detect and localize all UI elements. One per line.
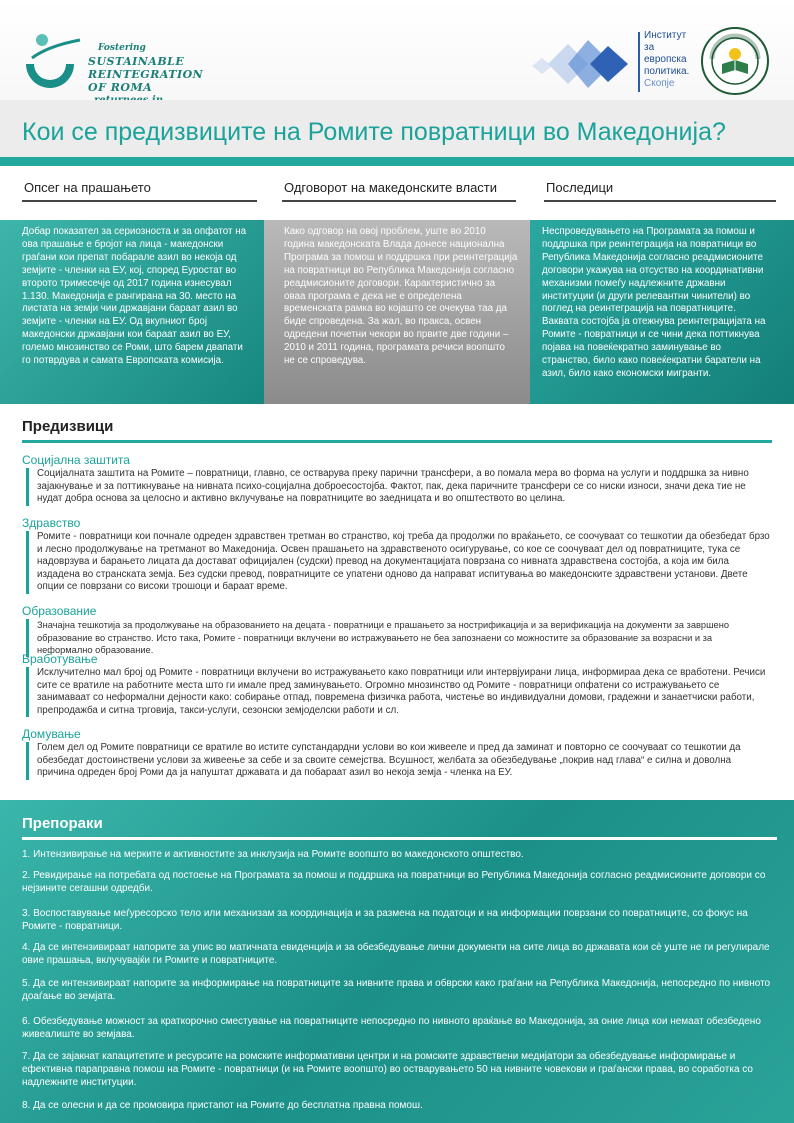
column-heading-line xyxy=(544,200,776,202)
institute-line-5: Скопје xyxy=(644,78,675,89)
challenges-rule xyxy=(22,440,772,443)
fostering-roma-logo xyxy=(18,28,208,108)
recommendations-title: Препораки xyxy=(22,815,103,832)
challenge-education-title: Образование xyxy=(22,604,97,618)
challenge-health-title: Здравство xyxy=(22,516,81,530)
column-heading-line xyxy=(22,200,257,202)
institute-divider xyxy=(638,32,640,92)
recommendation-item: 7. Да се зајакнат капацитетите и ресурсите на ромските информативни центри и на ромските здравствени медијатори за обезбедување информирање и ефективна параправна помош на Ромите - повратници (и на Ромите воопшто) во остварувањето 50 на нивните човекови и граѓански права, во соработка со надлежните институции. xyxy=(22,1051,753,1088)
recommendation-item: 1. Интензивирање на мерките и активностите за инклузија на Ромите воопшто во македонското општество. xyxy=(22,849,524,860)
recommendations-rule xyxy=(22,837,777,840)
challenge-social-title: Социјална заштита xyxy=(22,453,130,467)
column-text-scope: Добар показател за сериозноста и за опфатот на ова прашање е бројот на лица - македонски граѓани кои препат побарале азил во некоја од земјите - членки на ЕУ, кој, според Еуростат во второто тримесечје од 2017 година изнесувал 1.130. Македонија е рангирана на 30. место на листата на земји чии државјани бараат азил во земјите - членки на ЕУ. Од вкупниот број македонски државјани кои бараат азил во ЕУ, големо мнозинство се Роми, што барем двапати го потврдува и самата Европската комисија. xyxy=(0,220,264,404)
column-heading-response: Одговорот на македонските власти xyxy=(284,180,498,195)
challenge-employment-text: Исклучително мал број од Ромите - повратници вклучени во истражувањето како повратници или интервјуирани лица, информираа дека се вработени. Речиси сите се вратиле на работните места што ги имале пред заминувањето. Огромно мнозинство од Ромите - повратници опфатени со истражувањето се занимаваат со неформални дејности како: собирање отпад, повремена физичка работа, чистење во индивидуални домови, градежни и занаетчиски работи, препродажба и ситна трговија, такси-услуги, сезонски земјоделски работи и сл. xyxy=(26,667,770,717)
challenges-title: Предизвици xyxy=(22,418,114,435)
recommendation-item: 3. Воспоставување меѓуресорско тело или механизам за координација и за размена на податоци и на информации поврзани со повратниците, со фокус на Ромите - повратници. xyxy=(22,908,748,932)
logo-ring-icon xyxy=(18,28,98,108)
column-text-response: Како одговор на овој проблем, уште во 2010 година македонската Влада донесе национална Програма за помош и поддршка при реинтеграција на повратници во Република Македонија согласно реадмисионите договори. Карактеристично за оваа програма е дека не е определена временската рамка во којашто се очекува таа да биде спроведена. За жал, во пракса, освен одредени почетни чекори во првите две години – 2010 и 2011 година, програмата речиси воопшто не се спроведува. xyxy=(264,220,530,404)
challenge-education-text: Значајна тешкотија за продолжување на образованието на децата - повратници е прашањето за нострификација и за верификација на документи за завршено образование во странство. Исто така, Ромите - повратници вклучени во истражувањето не беа запознаени со можностите за образование за возрасни и за неформално образование. xyxy=(26,619,770,657)
recommendation-item: 4. Да се интензивираат напорите за упис во матичната евиденција и за обезбедување лични документи на сите лица во државата кои сè уште не ги регулирале овие прашања, вклучувајќи ги Ромите и повратниците. xyxy=(22,942,770,966)
challenge-housing-title: Домување xyxy=(22,727,81,741)
column-heading-consequences: Последици xyxy=(546,180,614,195)
challenge-health-text: Ромите - повратници кои почнале одреден здравствен третман во странство, кој треба да продолжи по враќањето, се соочуваат со тешкотии да обезбедат брзо и лесно продолжување на третманот во Македонија. Освен прашањето на здравственото осигурување, со кое се соочуваат дел од повратниците, тука се надоврзува и барањето лицата да достават официјален (судски) превод на документацијата поврзана со нивната здравствена состојба, а која им била издадена во странската земја. Без судски превод, повратниците се упатени одново да направат испитувања во македонските здравствени установи. Двете опции се поврзани со високи трошоци и бараат време. xyxy=(26,531,770,594)
institute-line-4: политика. xyxy=(644,66,690,77)
institute-line-2: за xyxy=(644,42,655,53)
title-rule xyxy=(0,157,794,166)
column-heading-line xyxy=(282,200,516,202)
institute-logo-text xyxy=(644,30,689,90)
institute-line-1: Институт xyxy=(644,30,687,41)
institute-graphic-icon xyxy=(528,32,633,96)
page-title: Кои се предизвиците на Ромите повратници во Македонија? xyxy=(22,118,726,146)
logo-line-2: SUSTAINABLE xyxy=(88,55,185,68)
challenge-social-text: Социјалната заштита на Ромите – повратници, главно, се остварува преку парични трансфери, а во помала мера во форма на услуги и поддршка за нивно зајакнување и за поттикнување на нивната психо-социјална доброесостојба. Фактот, пак, дека паричните трансфери се со ниски износи, значи дека тие не нудат добра основа за целосно и активно вклучување на повратниците во заедницата и во општеството во целина. xyxy=(26,468,770,506)
column-text-consequences: Неспроведувањето на Програмата за помош и поддршка при реинтеграција на повратници во Република Македонија согласно реадмисионите договори укажува на отсуство на координативни механизми помеѓу надлежните државни институции (и други релевантни чинители) во поглед на реинтеграција на повратниците. Ваквата состојба ја отежнува реинтеграцијата на Ромите - повратници и се чини дека поттикнува појава на повеќекратно заминување во странство, било како повеќекратни баратели на азил, било како економски мигранти. xyxy=(530,220,794,404)
recommendation-item: 6. Обезбедување можност за краткорочно сместување на повратниците непосредно по нивното враќање во Македонија, за оние лица кои немаат обезбедено живеалиште во земјава. xyxy=(22,1016,761,1040)
ngo-seal-logo xyxy=(700,26,770,96)
challenge-employment-title: Вработување xyxy=(22,652,98,666)
recommendation-item: 2. Ревидирање на потребата од постоење на Програмата за помош и поддршка на повратници во Република Македонија согласно реадмисионите договори со нејзините сегашни одредби. xyxy=(22,870,766,894)
challenge-housing-text: Голем дел од Ромите повратници се вратиле во истите супстандардни услови во кои живееле и пред да заминат и повторно се соочуваат со тешкотии да обезбедат достоинствени услови за живеење за себе и за своите семејства. Всушност, желбата за обезбедување „покрив над глава“ е силна и доволна причина одреден број Роми да ја напуштат државата и да побараат азил во некоја земја - членка на ЕУ. xyxy=(26,742,770,780)
column-heading-scope: Опсег на прашањето xyxy=(24,180,151,195)
recommendation-item: 5. Да се интензивираат напорите за информирање на повратниците за нивните права и обврски како граѓани на Република Македонија, непосредно по нивното доаѓање во земјата. xyxy=(22,978,771,1002)
logo-line-1: Fostering xyxy=(98,43,146,53)
logo-line-3: REINTEGRATION OF ROMA xyxy=(88,68,204,94)
recommendation-item: 8. Да се олесни и да се промовира пристапот на Ромите до бесплатна правна помош. xyxy=(22,1100,423,1111)
institute-line-3: европска xyxy=(644,54,687,65)
